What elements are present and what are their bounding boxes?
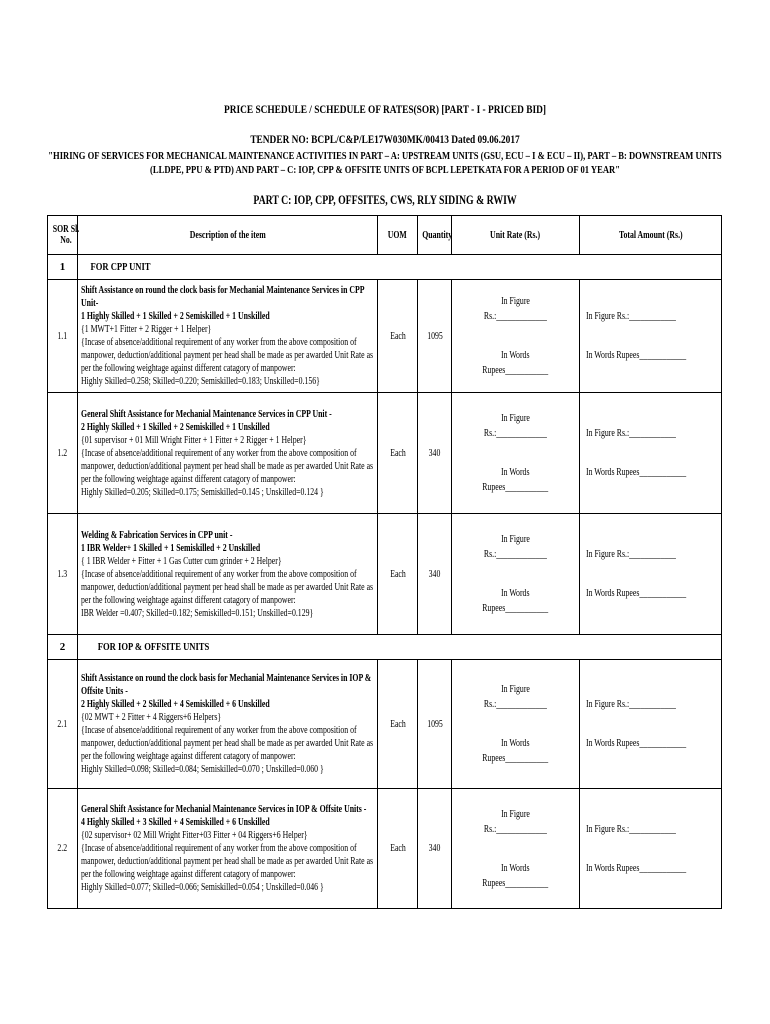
rate-figure-label: In Figure (501, 808, 530, 820)
desc-note: {Incase of absence/additional requirement of any worker from the above composition of manpower, deduction/additional payment per head shall be made as per awarded Unit Rate as per the following weightage against different catagory of manpower: (81, 337, 374, 374)
desc-manpower: { 1 IBR Welder + Fitter + 1 Gas Cutter cum grinder + 2 Helper} (81, 555, 282, 567)
desc-manpower: {02 MWT + 2 Fitter + 4 Riggers+6 Helpers} (81, 712, 222, 723)
col-description: Description of the item (78, 216, 378, 255)
rate-figure-label: In Figure (501, 413, 530, 424)
rate-words-label: In Words (501, 350, 530, 361)
rate-words-label: In Words (501, 738, 530, 749)
item-uom: Each (378, 514, 418, 635)
item-row (48, 393, 722, 514)
item-description (78, 280, 378, 393)
desc-manpower: {02 supervisor+ 02 Mill Wright Fitter+03 Fitter + 04 Riggers+6 Helper} (81, 830, 308, 841)
desc-note: {Incase of absence/additional requirement of any worker from the above composition of manpower, deduction/additional payment per head shall be made as per awarded Unit Rate as per the following weightage against different catagory of manpower: (81, 447, 374, 485)
rate-figure-blank: Rs.:_____________ (483, 823, 548, 835)
item-number: 1.2 (48, 393, 78, 514)
desc-manpower: {01 supervisor + 01 Mill Wright Fitter + 1 Fitter + 2 Rigger + 1 Helper} (81, 434, 307, 446)
item-uom: Each (378, 280, 418, 393)
unit-rate-cell[interactable] (452, 393, 580, 514)
item-number: 2.2 (48, 789, 78, 909)
rate-figure-label: In Figure (501, 684, 530, 695)
scope-description: "HIRING OF SERVICES FOR MECHANICAL MAINTENANCE ACTIVITIES IN PART – A: UPSTREAM UNITS (GSU, ECU – I & ECU – II), PART – B: DOWNSTREAM UNITS (LLDPE, PPU & PTD) AND PART – C: IOP, CPP & OFFSITE UNITS OF BCPL LEPETKATA FOR A PERIOD OF 01 YEAR" (48, 150, 722, 176)
desc-heading: Shift Assistance on round the clock basis for Mechanial Maintenance Services in CPP Unit- (81, 285, 365, 309)
section-row (48, 635, 722, 660)
desc-heading: General Shift Assistance for Mechanial Maintenance Services in CPP Unit - (81, 408, 332, 420)
document-title: PRICE SCHEDULE / SCHEDULE OF RATES(SOR) [PART - I - PRICED BID] (223, 102, 547, 116)
rate-words-blank: Rupees___________ (482, 482, 549, 493)
item-description (78, 514, 378, 635)
item-row (48, 660, 722, 789)
amount-figure: In Figure Rs.:____________ (586, 699, 676, 710)
desc-weightage: Highly Skilled=0.077; Skilled=0.066; Semiskilled=0.054 ; Unskilled=0.046 } (81, 882, 324, 893)
item-number: 1.1 (48, 280, 78, 393)
unit-rate-cell[interactable] (452, 789, 580, 909)
rate-words-label: In Words (501, 862, 530, 874)
desc-heading: Shift Assistance on round the clock basis for Mechanial Maintenance Services in IOP & Offsite Units - (81, 673, 372, 697)
item-number: 2.1 (48, 660, 78, 789)
item-quantity: 340 (418, 514, 452, 635)
rate-words-blank: Rupees___________ (482, 603, 549, 614)
amount-words: In Words Rupees____________ (586, 350, 687, 361)
item-row (48, 789, 722, 909)
desc-composition: 1 Highly Skilled + 1 Skilled + 2 Semiskilled + 1 Unskilled (81, 311, 270, 322)
rate-figure-label: In Figure (501, 296, 530, 307)
desc-composition: 1 IBR Welder+ 1 Skilled + 1 Semiskilled + 2 Unskilled (81, 542, 261, 554)
rate-words-blank: Rupees___________ (482, 877, 549, 889)
item-quantity: 340 (418, 789, 452, 909)
desc-composition: 4 Highly Skilled + 3 Skilled + 4 Semiskilled + 6 Unskilled (81, 817, 270, 828)
total-amount-cell[interactable] (580, 514, 722, 635)
desc-weightage: IBR Welder =0.407; Skilled=0.182; Semiskilled=0.151; Unskilled=0.129} (81, 607, 314, 619)
rate-words-label: In Words (501, 588, 530, 599)
desc-note: {Incase of absence/additional requirement of any worker from the above composition of manpower, deduction/additional payment per head shall be made as per awarded Unit Rate as per the following weightage against different catagory of manpower: (81, 725, 374, 762)
rate-words-blank: Rupees___________ (482, 753, 549, 764)
col-sor: SOR Sl. No. (48, 216, 78, 255)
col-unit-rate: Unit Rate (Rs.) (452, 216, 580, 255)
amount-words: In Words Rupees____________ (586, 862, 687, 874)
rate-figure-label: In Figure (501, 534, 530, 545)
item-description (78, 660, 378, 789)
amount-figure: In Figure Rs.:____________ (586, 549, 676, 560)
desc-heading: Welding & Fabrication Services in CPP unit - (81, 529, 233, 541)
item-uom: Each (378, 789, 418, 909)
section-title: FOR IOP & OFFSITE UNITS (78, 635, 722, 660)
section-row (48, 255, 722, 280)
rate-words-blank: Rupees___________ (482, 365, 549, 376)
unit-rate-cell[interactable] (452, 280, 580, 393)
total-amount-cell[interactable] (580, 393, 722, 514)
total-amount-cell[interactable] (580, 660, 722, 789)
desc-note: {Incase of absence/additional requirement of any worker from the above composition of manpower, deduction/additional payment per head shall be made as per awarded Unit Rate as per the following weightage against different catagory of manpower: (81, 843, 374, 880)
item-number: 1.3 (48, 514, 78, 635)
header-row (48, 216, 722, 255)
desc-weightage: Highly Skilled=0.098; Skilled=0.084; Semiskilled=0.070 ; Unskilled=0.060 } (81, 764, 324, 775)
desc-weightage: Highly Skilled=0.258; Skilled=0.220; Semiskilled=0.183; Unskilled=0.156} (81, 376, 320, 387)
col-quantity: Quantity (418, 216, 452, 255)
amount-figure: In Figure Rs.:____________ (586, 823, 676, 835)
rate-figure-blank: Rs.:_____________ (483, 311, 548, 322)
item-row (48, 280, 722, 393)
unit-rate-cell[interactable] (452, 514, 580, 635)
desc-manpower: {1 MWT+1 Fitter + 2 Rigger + 1 Helper} (81, 324, 212, 335)
item-uom: Each (378, 393, 418, 514)
amount-figure: In Figure Rs.:____________ (586, 428, 676, 439)
desc-heading: General Shift Assistance for Mechanial Maintenance Services in IOP & Offsite Units - (81, 804, 367, 815)
part-heading: PART C: IOP, CPP, OFFSITES, CWS, RLY SIDING & RWIW (253, 193, 517, 207)
section-title: FOR CPP UNIT (78, 255, 722, 280)
section-number: 1 (48, 255, 78, 280)
amount-words: In Words Rupees____________ (586, 467, 687, 478)
price-schedule-table (47, 215, 722, 909)
item-row (48, 514, 722, 635)
amount-figure: In Figure Rs.:____________ (586, 311, 676, 322)
col-total-amount: Total Amount (Rs.) (580, 216, 722, 255)
rate-figure-blank: Rs.:_____________ (483, 549, 548, 560)
desc-composition: 2 Highly Skilled + 1 Skilled + 2 Semiskilled + 1 Unskilled (81, 421, 270, 433)
total-amount-cell[interactable] (580, 280, 722, 393)
item-quantity: 1095 (418, 280, 452, 393)
tender-number: TENDER NO: BCPL/C&P/LE17W030MK/00413 Dated 09.06.2017 (250, 132, 520, 146)
desc-weightage: Highly Skilled=0.205; Skilled=0.175; Semiskilled=0.145 ; Unskilled=0.124 } (81, 486, 324, 498)
amount-words: In Words Rupees____________ (586, 588, 687, 599)
unit-rate-cell[interactable] (452, 660, 580, 789)
rate-figure-blank: Rs.:_____________ (483, 699, 548, 710)
desc-note: {Incase of absence/additional requirement of any worker from the above composition of manpower, deduction/additional payment per head shall be made as per awarded Unit Rate as per the following weightage against different catagory of manpower: (81, 568, 374, 606)
total-amount-cell[interactable] (580, 789, 722, 909)
item-description (78, 789, 378, 909)
section-number: 2 (48, 635, 78, 660)
item-quantity: 340 (418, 393, 452, 514)
item-uom: Each (378, 660, 418, 789)
col-uom: UOM (378, 216, 418, 255)
rate-figure-blank: Rs.:_____________ (483, 428, 548, 439)
item-quantity: 1095 (418, 660, 452, 789)
rate-words-label: In Words (501, 467, 530, 478)
desc-composition: 2 Highly Skilled + 2 Skilled + 4 Semiskilled + 6 Unskilled (81, 699, 270, 710)
item-description (78, 393, 378, 514)
amount-words: In Words Rupees____________ (586, 738, 687, 749)
